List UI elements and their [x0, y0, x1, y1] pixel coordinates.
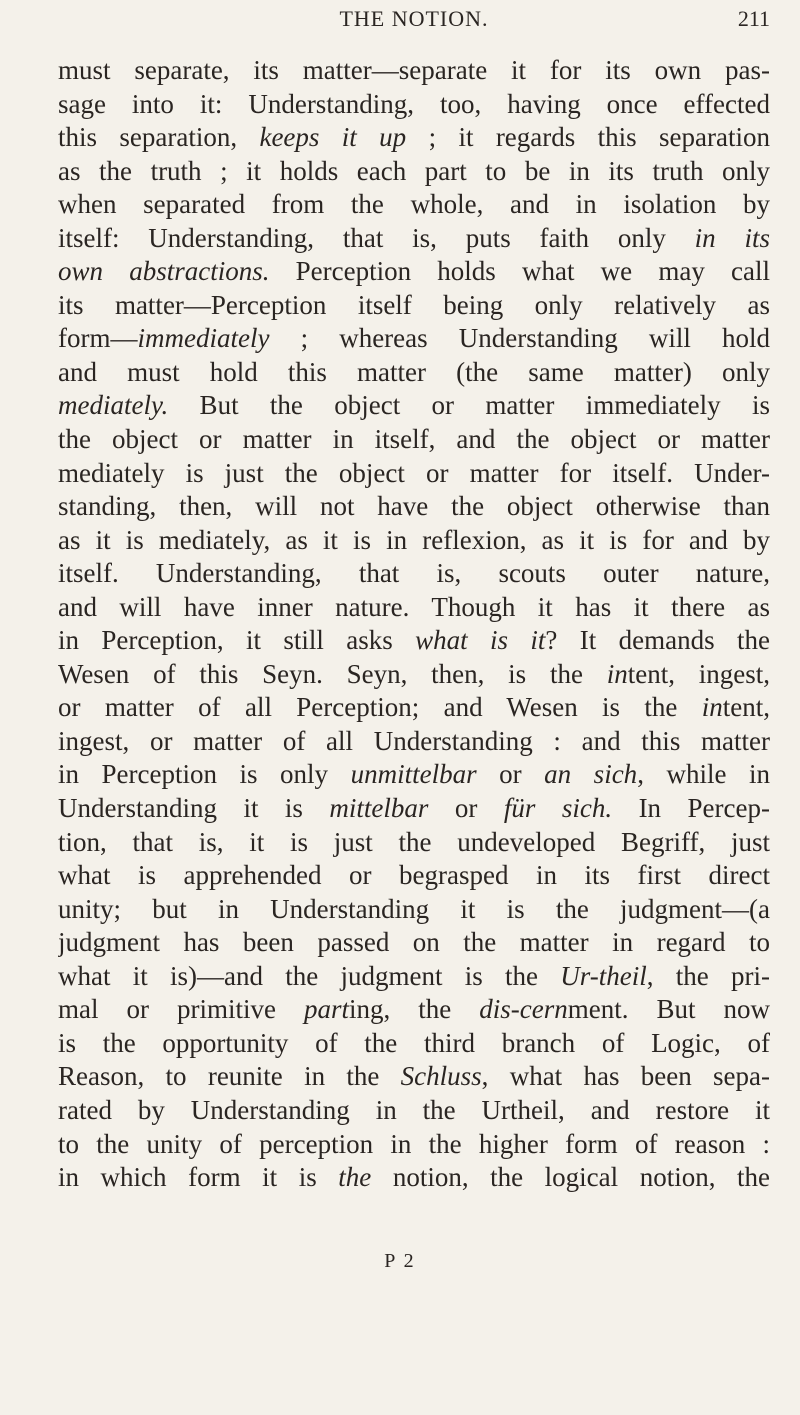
- text-segment: the object or matter in itself, and the object or matter: [58, 424, 770, 455]
- text-line: [58, 423, 770, 457]
- text-segment: judgment has been passed on the matter in regard to: [58, 927, 770, 958]
- italic-text: in its: [694, 222, 770, 253]
- text-line: [58, 389, 770, 423]
- text-segment: as it is mediately, as it is in reflexion, as it is for and by: [58, 524, 770, 555]
- text-segment: to the unity of perception in the higher form of reason :: [58, 1128, 770, 1159]
- text-segment: notion, the logical notion, the: [371, 1162, 770, 1193]
- text-segment: and must hold this matter (the same matter) only: [58, 356, 770, 387]
- text-line: [58, 691, 770, 725]
- text-line: [58, 1094, 770, 1128]
- text-line: [58, 1161, 770, 1195]
- italic-text: mediately.: [58, 390, 169, 421]
- text-segment: , while in: [637, 759, 770, 790]
- text-segment: mal or primitive: [58, 994, 304, 1025]
- text-segment: ment. But now: [567, 994, 770, 1025]
- text-segment: is the opportunity of the third branch of Logic, of: [58, 1027, 770, 1058]
- text-line: [58, 1027, 770, 1061]
- italic-text: an sich: [544, 759, 638, 790]
- text-line: [58, 993, 770, 1027]
- text-segment: tent,: [722, 692, 770, 723]
- text-line: [58, 289, 770, 323]
- text-line: [58, 121, 770, 155]
- text-segment: itself: Understanding, that is, puts faith only: [58, 222, 695, 253]
- text-segment: tent, ingest,: [627, 658, 770, 689]
- italic-text: in: [606, 658, 628, 689]
- italic-text: für sich.: [503, 793, 613, 824]
- text-line: [58, 859, 770, 893]
- text-segment: in Perception, it still asks: [58, 625, 416, 656]
- text-line: [58, 457, 770, 491]
- text-segment: or: [476, 759, 545, 790]
- text-segment: as the truth ; it holds each part to be in its truth only: [58, 155, 770, 186]
- text-line: [58, 557, 770, 591]
- italic-text: immediately: [137, 323, 270, 354]
- text-segment: must separate, its matter—separate it for its own pas-: [58, 55, 770, 85]
- italic-text: what is it: [415, 625, 546, 656]
- text-line: [58, 758, 770, 792]
- text-line: [58, 490, 770, 524]
- text-segment: its matter—Perception itself being only relatively as: [58, 289, 770, 320]
- italic-text: dis-cern: [479, 994, 568, 1025]
- text-segment: Perception holds what we may call: [269, 256, 770, 287]
- text-segment: Understanding it is: [58, 793, 330, 824]
- italic-text: the: [338, 1162, 372, 1193]
- text-segment: what it is)—and the judgment is the: [58, 960, 561, 991]
- text-segment: what is apprehended or begrasped in its first direct: [58, 860, 770, 891]
- text-segment: in which form it is: [58, 1162, 339, 1193]
- text-segment: this separation,: [58, 122, 260, 153]
- text-line: [58, 624, 770, 658]
- text-segment: itself. Understanding, that is, scouts outer nature,: [58, 558, 770, 589]
- text-segment: or matter of all Perception; and Wesen is the: [58, 692, 702, 723]
- text-segment: form—: [58, 323, 138, 354]
- text-line: [58, 591, 770, 625]
- text-segment: But the object or matter immediately is: [168, 390, 770, 421]
- text-segment: standing, then, will not have the object otherwise than: [58, 491, 770, 522]
- text-segment: ; it regards this separation: [406, 122, 770, 153]
- text-line: [58, 356, 770, 390]
- text-segment: sage into it: Understanding, too, having once effected: [58, 88, 770, 119]
- text-segment: or: [428, 793, 504, 824]
- text-segment: tion, that is, it is just the undeveloped Begriff, just: [58, 826, 770, 857]
- text-line: [58, 1128, 770, 1162]
- text-line: [58, 322, 770, 356]
- text-segment: In Percep-: [612, 793, 770, 824]
- text-line: [58, 926, 770, 960]
- text-line: [58, 255, 770, 289]
- italic-text: unmittelbar: [350, 759, 477, 790]
- italic-text: part: [303, 994, 349, 1025]
- italic-text: own abstractions.: [58, 256, 270, 287]
- text-line: [58, 54, 770, 88]
- text-segment: when separated from the whole, and in isolation by: [58, 189, 770, 220]
- text-segment: , what has been sepa-: [481, 1061, 770, 1092]
- running-head: [58, 6, 770, 36]
- text-segment: Reason, to reunite in the: [58, 1061, 401, 1092]
- italic-text: in: [701, 692, 723, 723]
- text-line: [58, 88, 770, 122]
- text-line: [58, 658, 770, 692]
- italic-text: keeps it up: [259, 122, 407, 153]
- text-line: [58, 222, 770, 256]
- page-number: 211: [737, 6, 770, 31]
- text-line: [58, 960, 770, 994]
- body-text: [58, 54, 770, 1195]
- text-line: [58, 155, 770, 189]
- text-segment: , the pri-: [646, 960, 770, 991]
- text-segment: and will have inner nature. Though it has it there as: [58, 591, 770, 622]
- signature-mark: P 2: [384, 1250, 416, 1272]
- text-line: [58, 826, 770, 860]
- text-line: [58, 792, 770, 826]
- text-segment: unity; but in Understanding it is the judgment—(a: [58, 893, 770, 924]
- text-segment: ; whereas Understanding will hold: [269, 323, 770, 354]
- text-line: [58, 893, 770, 927]
- text-line: [58, 725, 770, 759]
- text-line: [58, 524, 770, 558]
- text-segment: rated by Understanding in the Urtheil, and restore it: [58, 1094, 770, 1125]
- text-segment: ing, the: [349, 994, 480, 1025]
- text-segment: Wesen of this Seyn. Seyn, then, is the: [58, 658, 607, 689]
- italic-text: mittelbar: [329, 793, 429, 824]
- text-line: [58, 188, 770, 222]
- text-line: [58, 1060, 770, 1094]
- text-segment: ? It demands the: [545, 625, 770, 656]
- italic-text: Ur-theil: [560, 960, 647, 991]
- italic-text: Schluss: [400, 1061, 482, 1092]
- text-segment: ingest, or matter of all Understanding : and this matter: [58, 725, 770, 756]
- running-title: THE NOTION.: [339, 6, 489, 31]
- text-segment: mediately is just the object or matter for itself. Under-: [58, 457, 770, 488]
- text-segment: in Perception is only: [58, 759, 351, 790]
